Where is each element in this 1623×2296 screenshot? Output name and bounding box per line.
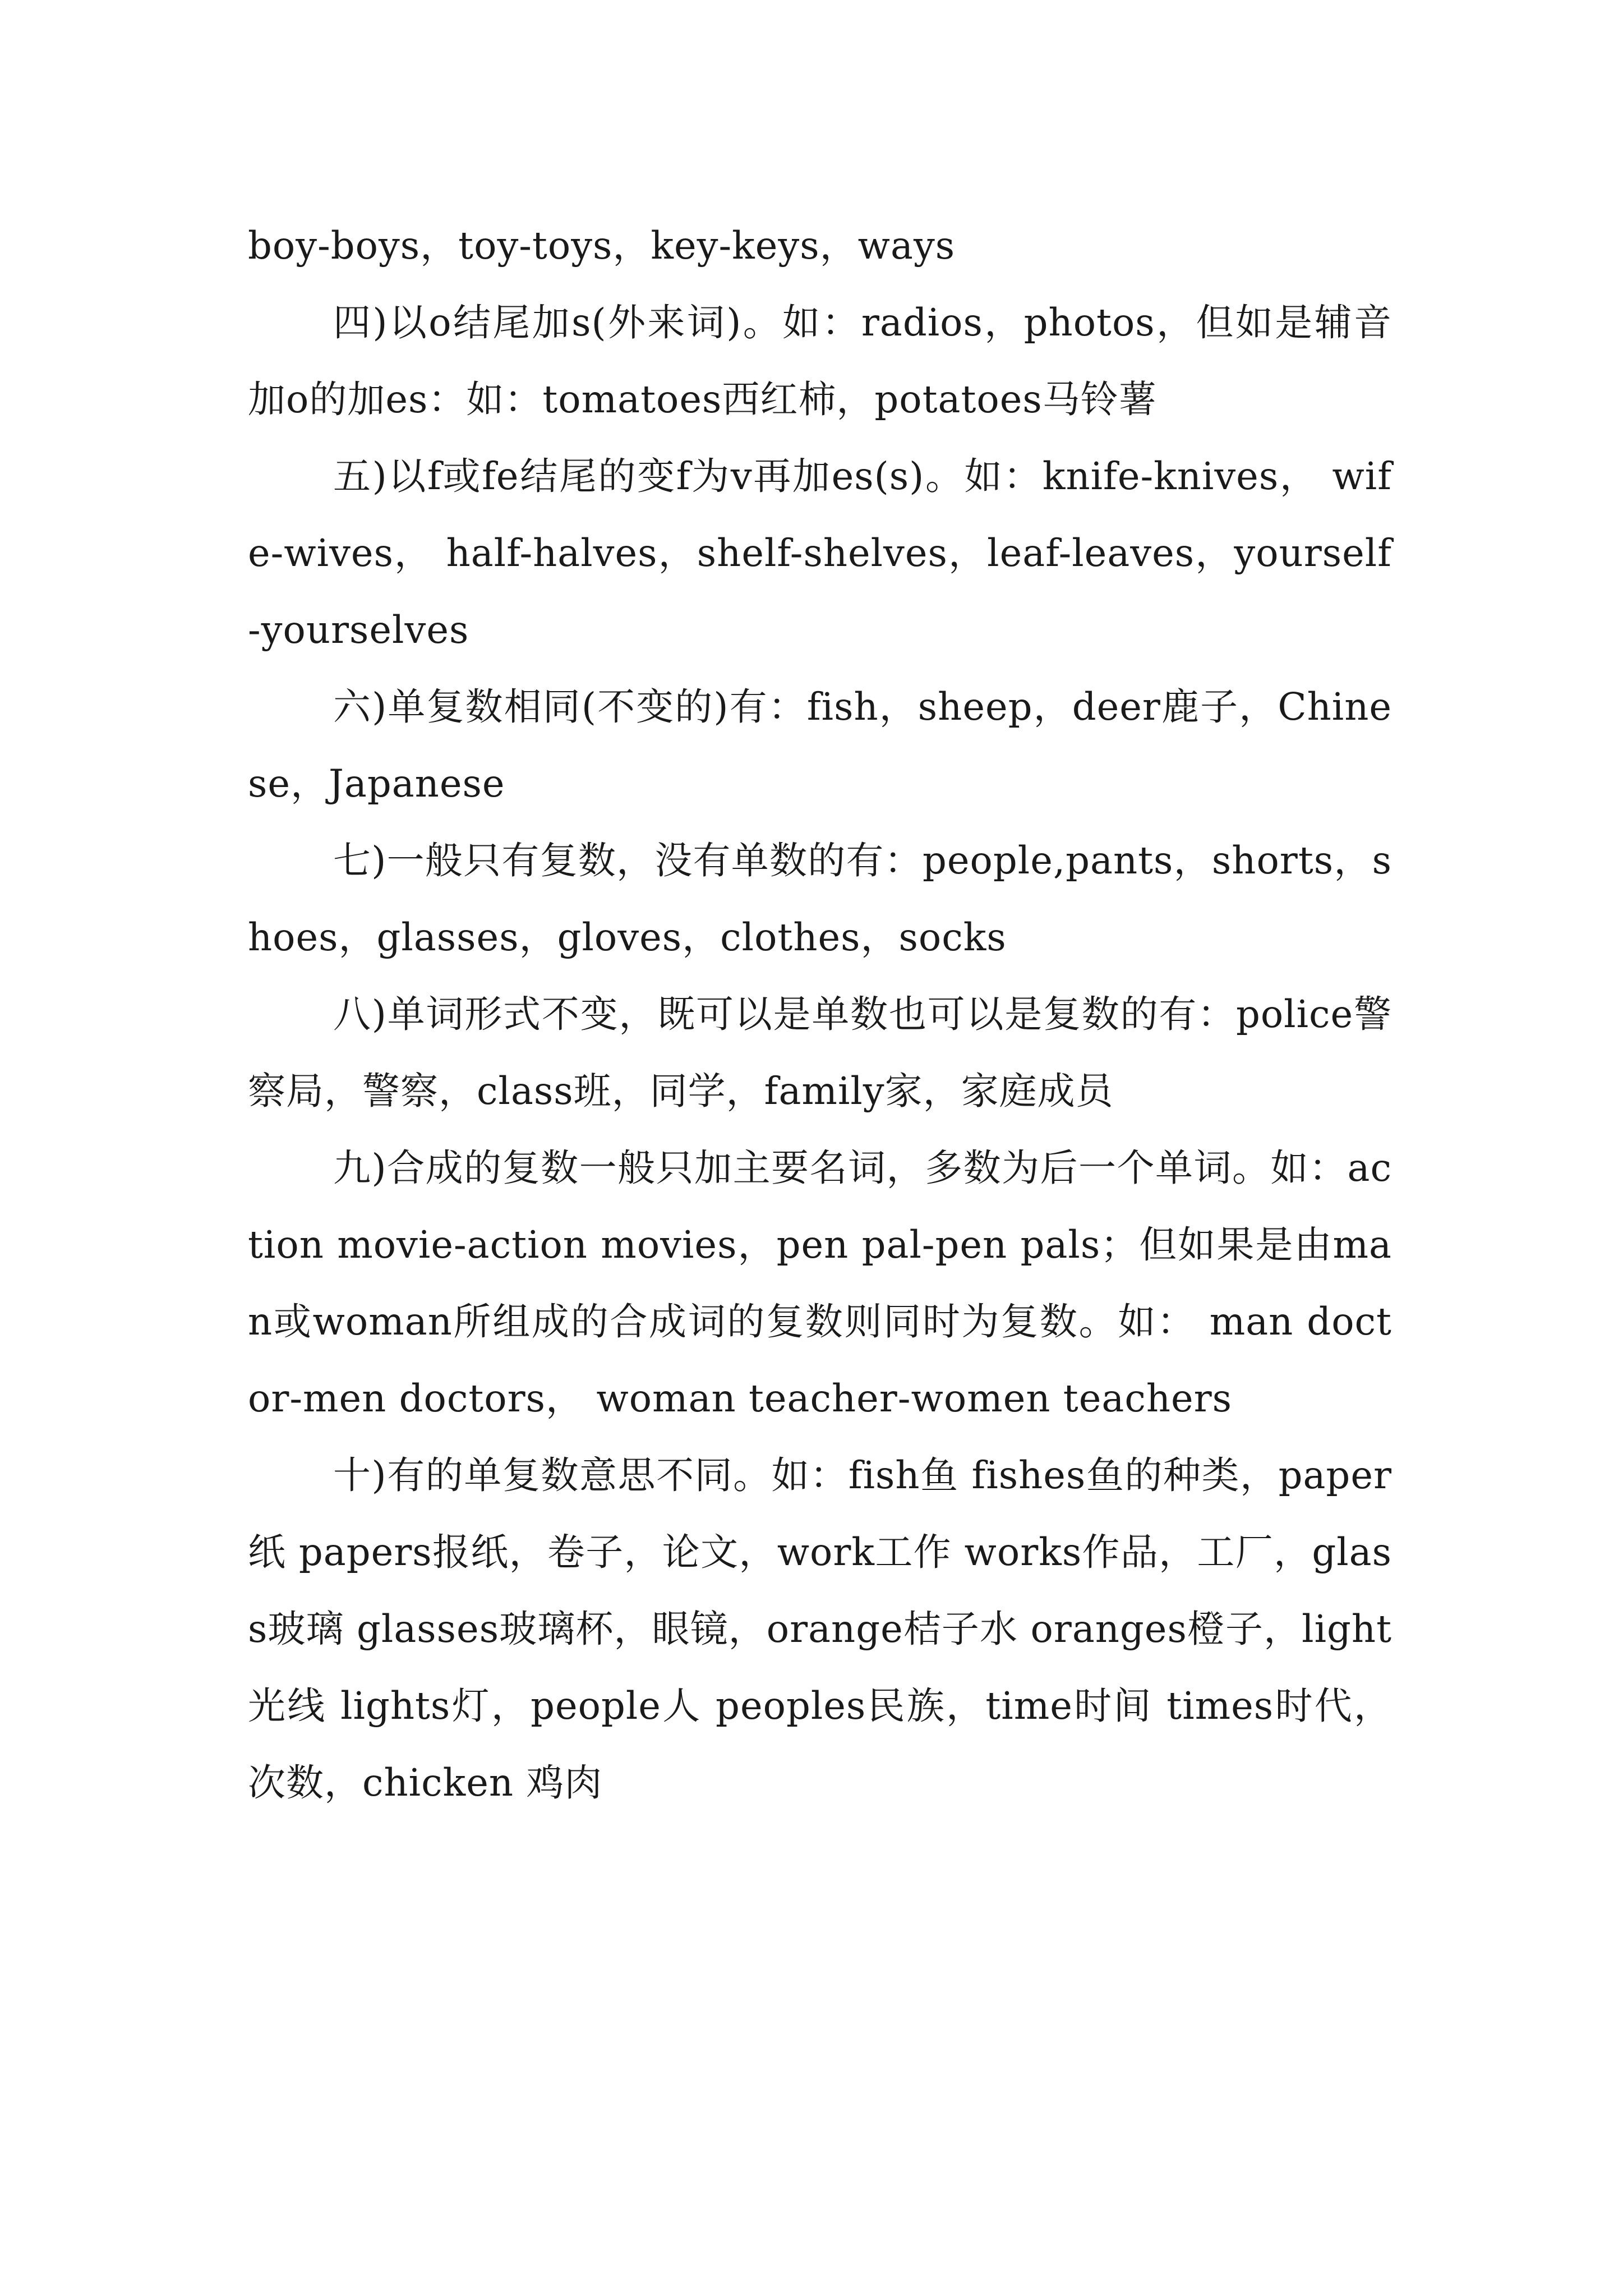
paragraph-rule-9-compound-nouns: 九)合成的复数一般只加主要名词，多数为后一个单词。如：action movie-action movies，pen pal-pen pals；但如果是由man或woman所组成的合成词的复数则同时为复数。如： man doctor-men doctors， woman teacher-women teachers: [248, 1146, 1392, 1420]
paragraph-plural-y-examples: boy-boys，toy-toys，key-keys，ways: [248, 224, 956, 268]
paragraph-rule-7-plural-only: 七)一般只有复数，没有单数的有：people,pants，shorts，shoes，glasses，gloves，clothes，socks: [248, 839, 1392, 959]
paragraph-rule-8-unchanged-form: 八)单词形式不变，既可以是单数也可以是复数的有：police警察局，警察，class班，同学，family家，家庭成员: [248, 992, 1392, 1113]
document-body: [248, 208, 1392, 1821]
paragraph-rule-5-f-fe-ending: 五)以f或fe结尾的变f为v再加es(s)。如：knife-knives， wife-wives， half-halves，shelf-shelves，leaf-leaves，yourself-yourselves: [248, 454, 1392, 652]
paragraph-rule-6-same-form: 六)单复数相同(不变的)有：fish，sheep，deer鹿子，Chinese，Japanese: [248, 685, 1392, 806]
paragraph-rule-10-different-meanings: 十)有的单复数意思不同。如：fish鱼 fishes鱼的种类，paper纸 papers报纸，卷子，论文，work工作 works作品，工厂，glass玻璃 glasses玻璃杯，眼镜，orange桔子水 oranges橙子，light光线 lights灯，people人 peoples民族，time时间 times时代，次数，chicken 鸡肉: [248, 1453, 1392, 1805]
paragraph-rule-4-o-ending: 四)以o结尾加s(外来词)。如：radios，photos，但如是辅音加o的加es：如：tomatoes西红柿，potatoes马铃薯: [248, 301, 1392, 421]
